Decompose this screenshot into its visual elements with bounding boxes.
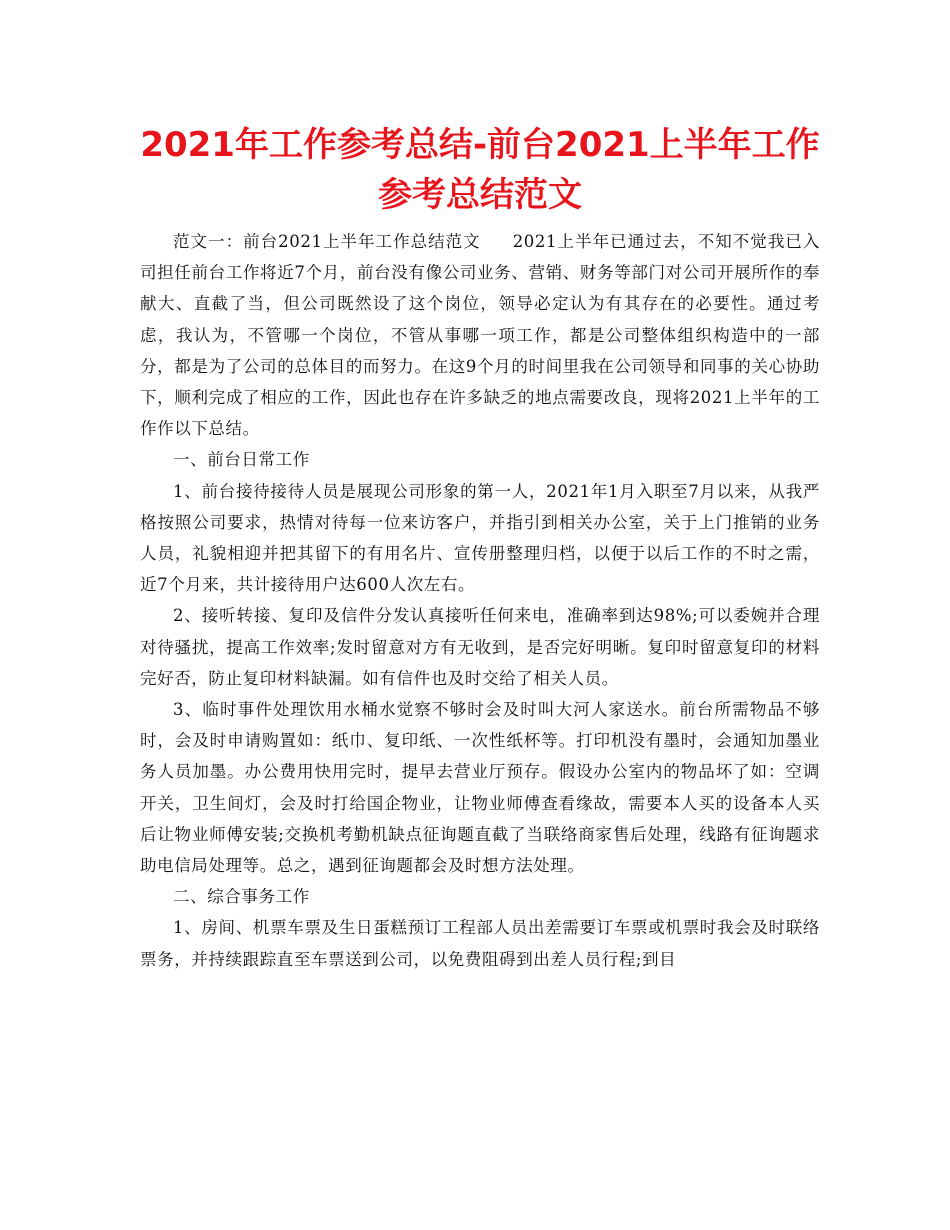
section-heading-general-affairs: 二、综合事务工作	[173, 887, 310, 907]
document-body	[140, 226, 820, 975]
section-heading-front-desk-daily-work: 一、前台日常工作	[173, 450, 310, 470]
paragraph-reception: 1、前台接待接待人员是展现公司形象的第一人，2021年1月入职至7月以来，从我严格按照公司要求，热情对待每一位来访客户，并指引到相关办公室，关于上门推销的业务人员，礼貌相迎并把其留下的有用名片、宣传册整理归档，以便于以后工作的不时之需，近7个月来，共计接待用户达600人次左右。	[140, 481, 820, 595]
paragraph-call-transfer: 2、接听转接、复印及信件分发认真接听任何来电，准确率到达98%;可以委婉并合理对待骚扰，提高工作效率;发时留意对方有无收到，是否完好明晰。复印时留意复印的材料完好否，防止复印材料缺漏。如有信件也及时交给了相关人员。	[140, 606, 820, 688]
document-title: 2021年工作参考总结-前台2021上半年工作参考总结范文	[140, 125, 820, 215]
paragraph-intro	[140, 226, 820, 444]
paragraph-booking: 1、房间、机票车票及生日蛋糕预订工程部人员出差需要订车票或机票时我会及时联络票务，并持续跟踪直至车票送到公司，以免费阻碍到出差人员行程;到目	[140, 918, 820, 969]
paragraph-intro-lead: 范文一：前台2021上半年工作总结范文	[173, 232, 481, 251]
paragraph-temporary-events: 3、临时事件处理饮用水桶水觉察不够时会及时叫大河人家送水。前台所需物品不够时，会及时申请购置如：纸巾、复印纸、一次性纸杯等。打印机没有墨时，会通知加墨业务人员加墨。办公费用快用完时，提早去营业厅预存。假设办公室内的物品坏了如：空调开关，卫生间灯，会及时打给国企物业，让物业师傅查看缘故，需要本人买的设备本人买后让物业师傅安装;交换机考勤机缺点征询题直截了当联络商家售后处理，线路有征询题求助电信局处理等。总之，遇到征询题都会及时想方法处理。	[140, 700, 820, 876]
paragraph-intro-text: 2021上半年已通过去，不知不觉我已入司担任前台工作将近7个月，前台没有像公司业务、营销、财务等部门对公司开展所作的奉献大、直截了当，但公司既然设了这个岗位，领导必定认为有其存在的必要性。通过考虑，我认为，不管哪一个岗位，不管从事哪一项工作，都是公司整体组织构造中的一部分，都是为了公司的总体目的而努力。在这9个月的时间里我在公司领导和同事的关心协助下，顺利完成了相应的工作，因此也存在许多缺乏的地点需要改良，现将2021上半年的工作作以下总结。	[140, 232, 820, 439]
document-page	[140, 120, 820, 975]
